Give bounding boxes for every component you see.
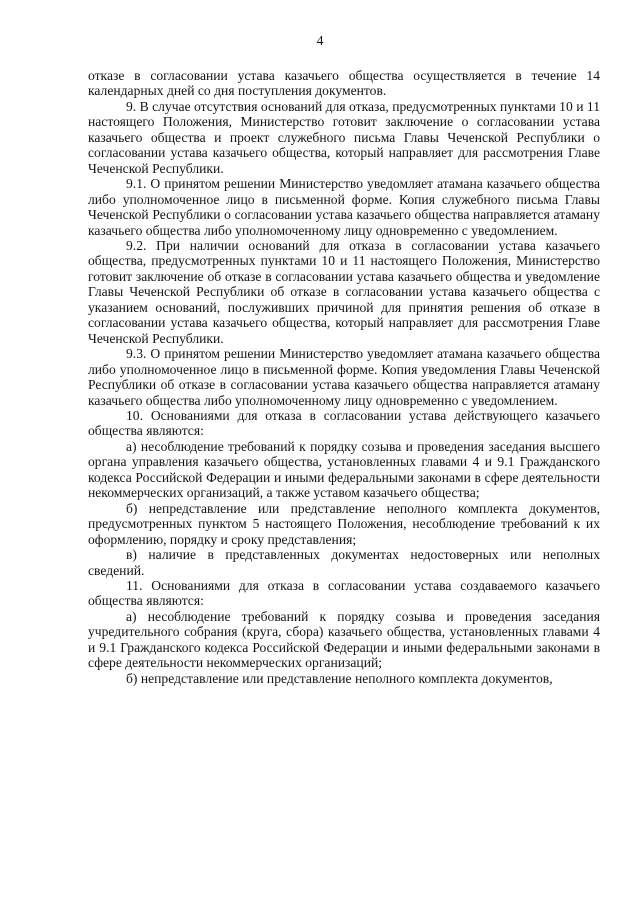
paragraph: б) непредставление или представление неполного комплекта документов, предусмотренных пунктом 5 настоящего Положения, несоблюдение требований к их оформлению, порядку и сроку представления; bbox=[88, 500, 600, 547]
paragraph: а) несоблюдение требований к порядку созыва и проведения заседания учредительного собрания (круга, сбора) казачьего общества, установленных главами 4 и 9.1 Гражданского кодекса Российской Федерации и иными федеральными законами в сфере деятельности некоммерческих организаций; bbox=[88, 608, 600, 671]
paragraph: 11. Основаниями для отказа в согласовании устава создаваемого казачьего общества являются: bbox=[88, 577, 600, 609]
paragraph: 10. Основаниями для отказа в согласовании устава действующего казачьего общества являются: bbox=[88, 407, 600, 439]
paragraph: б) непредставление или представление неполного комплекта документов, bbox=[126, 670, 553, 686]
page-number: 4 bbox=[316, 34, 324, 49]
paragraph: 9.3. О принятом решении Министерство уведомляет атамана казачьего общества либо уполномоченное лицо в письменной форме. Копия уведомления Главы Чеченской Республики об отказе в согласовании устава казачьего общества направляется атаману казачьего общества либо уполномоченному лицу одновременно с уведомлением. bbox=[88, 346, 600, 408]
paragraph: в) наличие в представленных документах недостоверных или неполных сведений. bbox=[88, 547, 600, 578]
paragraph: 9.1. О принятом решении Министерство уведомляет атамана казачьего общества либо уполномоченное лицо в письменной форме. Копия служебного письма Главы Чеченской Республики о согласовании устава казачьего общества направляется атаману казачьего общества либо уполномоченному лицу одновременно с уведомлением. bbox=[88, 176, 600, 238]
document-body bbox=[88, 68, 600, 686]
paragraph: а) несоблюдение требований к порядку созыва и проведения заседания высшего органа управления казачьего общества, установленных главами 4 и 9.1 Гражданского кодекса Российской Федерации и иными федеральными законами в сфере деятельности некоммерческих организаций, а также уставом казачьего общества; bbox=[88, 438, 600, 501]
paragraph: 9. В случае отсутствия оснований для отказа, предусмотренных пунктами 10 и 11 настоящего Положения, Министерство готовит заключение о согласовании устава казачьего общества и проект служебного письма Главы Чеченской Республики о согласовании устава казачьего общества, который направляет для рассмотрения Главе Чеченской Республики. bbox=[88, 98, 600, 176]
paragraph: отказе в согласовании устава казачьего общества осуществляется в течение 14 календарных дней со дня поступления документов. bbox=[88, 68, 600, 99]
paragraph: 9.2. При наличии оснований для отказа в согласовании устава казачьего общества, предусмотренных пунктами 10 и 11 настоящего Положения, Министерство готовит заключение об отказе в согласовании устава казачьего общества и уведомление Главы Чеченской Республики об отказе в согласовании устава казачьего общества с указанием оснований, послуживших причиной для принятия решения об отказе в согласовании устава казачьего общества, который направляет для рассмотрения Главе Чеченской Республики. bbox=[88, 237, 600, 346]
